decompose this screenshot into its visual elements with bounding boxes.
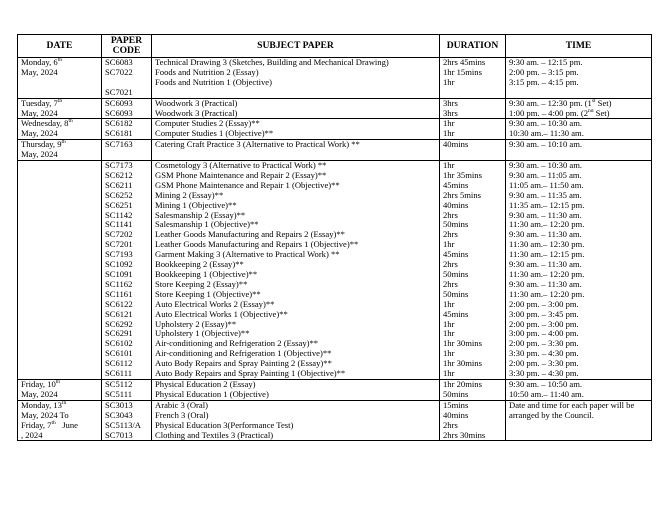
paper-code: SC5113/A — [105, 420, 141, 430]
subject-paper: Technical Drawing 3 (Sketches, Building and Mechanical Drawing) — [155, 58, 389, 67]
paper-code: SC1091 — [105, 270, 133, 280]
subject-paper: Mining 1 (Objective)** — [155, 200, 237, 210]
subject-cell — [152, 98, 440, 119]
paper-code: SC6122 — [105, 299, 133, 309]
date-cell — [18, 400, 102, 441]
subject-paper: Salesmanship 2 (Essay)** — [155, 210, 246, 220]
duration: 2hrs — [443, 260, 458, 270]
paper-code: SC6121 — [105, 309, 133, 319]
header-time: TIME — [506, 35, 652, 58]
duration: 2hrs 5mins — [443, 190, 481, 200]
exam-time: 9:30 am. – 10:50 am. — [509, 379, 583, 389]
duration: 2hrs — [443, 420, 458, 430]
paper-code: SC1092 — [105, 260, 133, 270]
date-ordinal: th — [57, 57, 62, 64]
table-row — [18, 379, 652, 400]
table-row — [18, 140, 652, 161]
duration: 1hr 35mins — [443, 170, 482, 180]
duration: 1hr — [443, 129, 455, 139]
paper-code: SC6181 — [105, 129, 133, 139]
paper-code: SC6112 — [105, 359, 133, 369]
exam-time: 2:00 pm. – 3:00 pm. — [509, 299, 579, 309]
paper-code: SC1162 — [105, 279, 133, 289]
duration-cell — [440, 400, 506, 441]
subject-paper: Bookkeeping 2 (Essay)** — [155, 260, 244, 270]
subject-paper: Woodwork 3 (Practical) — [155, 108, 238, 118]
duration: 1hr — [443, 329, 455, 339]
date-line — [18, 431, 101, 441]
time-cell — [506, 400, 652, 441]
paper-code: SC6211 — [105, 180, 133, 190]
date-line — [18, 150, 101, 160]
duration-cell — [440, 58, 506, 99]
duration: 45mins — [443, 309, 469, 319]
duration: 45mins — [443, 250, 469, 260]
duration: 1hr — [443, 240, 455, 250]
subject-paper: GSM Phone Maintenance and Repair 1 (Objective)** — [155, 180, 340, 190]
date-text: May, 2024 — [21, 388, 58, 399]
exam-time: 3:00 pm. – 3:45 pm. — [509, 309, 579, 319]
subject-paper: Computer Studies 1 (Objective)** — [155, 129, 274, 139]
paper-code: SC1142 — [105, 210, 133, 220]
subject-paper: Air-conditioning and Refrigeration 1 (Objective)** — [155, 349, 332, 359]
subject-paper: Bookkeeping 1 (Objective)** — [155, 270, 258, 280]
time-cell — [506, 161, 652, 380]
duration: 1hr — [443, 319, 455, 329]
subject-cell — [152, 140, 440, 161]
subject-paper: Physical Education 1 (Objective) — [155, 389, 269, 399]
subject-paper: Cosmetology 3 (Alternative to Practical Work) ** — [155, 161, 327, 171]
date-text: May, 2024 — [21, 149, 58, 160]
duration: 1hr — [443, 161, 455, 171]
subject-paper: Woodwork 3 (Practical) — [155, 98, 238, 108]
date-text: Monday, 13 — [21, 399, 62, 410]
duration-cell — [440, 140, 506, 161]
duration: 2hrs — [443, 279, 458, 289]
header-paper-code — [102, 35, 152, 58]
duration: 15mins — [443, 400, 469, 410]
date-cell — [18, 58, 102, 99]
paper-code-cell — [102, 98, 152, 119]
exam-time: 2:00 pm. – 3:15 pm. — [509, 67, 579, 77]
date-ordinal: th — [61, 139, 66, 146]
duration: 40mins — [443, 200, 469, 210]
paper-code: SC7173 — [105, 161, 133, 171]
subject-cell — [152, 119, 440, 140]
paper-code: SC7021 — [105, 87, 133, 97]
exam-time: 11:30 am.– 12:30 pm. — [509, 240, 585, 250]
subject-paper: Leather Goods Manufacturing and Repairs 1 (Objective)** — [155, 240, 359, 250]
paper-code: SC5111 — [105, 389, 133, 399]
header-row — [18, 35, 652, 58]
date-line — [18, 109, 101, 119]
duration: 50mins — [443, 389, 469, 399]
date-text: Monday, 6 — [21, 57, 58, 67]
paper-code: SC6083 — [105, 58, 133, 67]
exam-time: 10:50 am.– 11:40 am. — [509, 389, 584, 399]
paper-code: SC6212 — [105, 170, 133, 180]
date-text: May, 2024 To — [21, 409, 69, 420]
exam-time: 9:30 am. – 11:30 am. — [509, 230, 582, 240]
duration: 2hrs 45mins — [443, 58, 486, 67]
paper-code: SC1161 — [105, 289, 133, 299]
paper-code: SC6101 — [105, 349, 133, 359]
date-text: , 2024 — [21, 429, 43, 440]
paper-code: SC6111 — [105, 369, 133, 379]
ordinal-suffix: nd — [588, 108, 594, 114]
subject-paper: Salesmanship 1 (Objective)** — [155, 220, 259, 230]
date-cell — [18, 161, 102, 380]
subject-paper: Auto Electrical Works 1 (Objective)** — [155, 309, 288, 319]
subject-paper: Auto Body Repairs and Spray Painting 2 (Essay)** — [155, 359, 332, 369]
date-text: Thursday, 9 — [21, 139, 62, 150]
exam-time: 2:00 pm. – 3:00 pm. — [509, 319, 579, 329]
date-text: Friday, 7 — [21, 419, 52, 430]
header-date: DATE — [18, 35, 102, 58]
exam-time: 9:30 am. – 11:30 am. — [509, 260, 582, 270]
exam-time: 1:00 pm. – 4:00 pm. (2nd Set) — [509, 108, 610, 118]
exam-time: 3:30 pm. – 4:30 pm. — [509, 369, 579, 379]
subject-paper: Mining 2 (Essay)** — [155, 190, 224, 200]
date-ordinal: th — [57, 97, 63, 104]
paper-code: SC6292 — [105, 319, 133, 329]
time-cell — [506, 98, 652, 119]
subject-paper: Upholstery 2 (Essay)** — [155, 319, 237, 329]
duration: 1hr 30mins — [443, 339, 482, 349]
paper-code: SC6182 — [105, 119, 133, 129]
exam-time: 10:30 am.– 11:30 am. — [509, 129, 584, 139]
exam-time: 9:30 am. – 10:30 am. — [509, 119, 583, 129]
subject-cell — [152, 379, 440, 400]
duration: 40mins — [443, 410, 469, 420]
schedule-note: Date and time for each paper will be arranged by the Council. — [509, 400, 635, 420]
paper-code: SC6251 — [105, 200, 133, 210]
date-text: Wednesday, 8 — [21, 118, 69, 129]
subject-paper: Auto Electrical Works 2 (Essay)** — [155, 299, 275, 309]
subject-paper: Garment Making 3 (Alternative to Practical Work) ** — [155, 250, 340, 260]
duration-cell — [440, 161, 506, 380]
duration: 1hr 15mins — [443, 67, 482, 77]
exam-time: 3:30 pm. – 4:30 pm. — [509, 349, 579, 359]
paper-code: SC1141 — [105, 220, 133, 230]
date-text-tail: June — [55, 419, 78, 430]
exam-time: 9:30 am. – 10:30 am. — [509, 161, 583, 171]
subject-paper: French 3 (Oral) — [155, 410, 209, 420]
date-cell — [18, 379, 102, 400]
paper-code-cell — [102, 161, 152, 380]
paper-code: SC6093 — [105, 108, 133, 118]
date-ordinal: th — [51, 419, 56, 426]
exam-time: 11:35 am.– 12:15 pm. — [509, 200, 585, 210]
date-text: Friday, 10 — [21, 378, 56, 389]
duration: 2hrs — [443, 230, 458, 240]
header-paper-code-line1: PAPER — [110, 35, 143, 46]
exam-time: 11:30 am.– 12:15 pm. — [509, 250, 585, 260]
duration: 45mins — [443, 180, 469, 190]
duration-cell — [440, 379, 506, 400]
duration: 40mins — [443, 140, 469, 150]
header-paper-code-line2: CODE — [112, 45, 141, 56]
subject-paper: Clothing and Textiles 3 (Practical) — [155, 430, 274, 440]
subject-cell — [152, 161, 440, 380]
date-cell — [18, 140, 102, 161]
paper-code: SC7193 — [105, 250, 133, 260]
subject-paper: Physical Education 2 (Essay) — [155, 379, 256, 389]
duration: 3hrs — [443, 98, 458, 108]
header-duration: DURATION — [440, 35, 506, 58]
paper-code: SC6093 — [105, 98, 133, 108]
duration: 2hrs 30mins — [443, 430, 486, 440]
time-cell — [506, 119, 652, 140]
paper-code: SC6291 — [105, 329, 133, 339]
duration-cell — [440, 98, 506, 119]
subject-paper: Store Keeping 2 (Essay)** — [155, 279, 248, 289]
date-line — [18, 68, 101, 78]
exam-time: 3:15 pm. – 4:15 pm. — [509, 77, 579, 87]
exam-timetable — [17, 34, 652, 441]
duration: 50mins — [443, 220, 469, 230]
paper-code: SC6102 — [105, 339, 133, 349]
subject-paper: Foods and Nutrition 1 (Objective) — [155, 77, 272, 87]
table-row — [18, 400, 652, 441]
exam-time: 9:30 am. – 11:30 am. — [509, 210, 582, 220]
subject-paper: Catering Craft Practice 3 (Alternative to Practical Work) ** — [155, 140, 360, 150]
exam-time: 11:05 am.– 11:50 am. — [509, 180, 584, 190]
subject-paper: Air-conditioning and Refrigeration 2 (Essay)** — [155, 339, 319, 349]
subject-paper: Leather Goods Manufacturing and Repairs 2 (Essay)** — [155, 230, 345, 240]
exam-timetable-page — [17, 34, 651, 441]
exam-time: 9:30 am. – 11:35 am. — [509, 190, 582, 200]
date-text: May, 2024 — [21, 107, 58, 118]
table-row — [18, 161, 652, 380]
paper-code: SC7022 — [105, 67, 133, 77]
subject-cell — [152, 400, 440, 441]
date-ordinal: th — [55, 379, 61, 386]
subject-paper: Auto Body Repairs and Spray Painting 1 (Objective)** — [155, 369, 346, 379]
subject-paper: GSM Phone Maintenance and Repair 2 (Essay)** — [155, 170, 327, 180]
subject-paper: Computer Studies 2 (Essay)** — [155, 119, 260, 129]
date-text: May, 2024 — [21, 66, 58, 77]
date-ordinal: th — [68, 118, 73, 125]
duration: 1hr 20mins — [443, 379, 482, 389]
exam-time: 9:30 am. – 10:10 am. — [509, 140, 583, 150]
paper-code: SC7201 — [105, 240, 133, 250]
time-cell — [506, 379, 652, 400]
exam-time: 11:30 am.– 12:20 pm. — [509, 220, 585, 230]
exam-time: 9:30 am. – 11:30 am. — [509, 279, 582, 289]
paper-code: SC7163 — [105, 140, 133, 150]
exam-time: 3:00 pm. – 4:00 pm. — [509, 329, 579, 339]
subject-paper: Arabic 3 (Oral) — [155, 400, 208, 410]
table-row — [18, 119, 652, 140]
date-cell — [18, 119, 102, 140]
duration: 1hr — [443, 349, 455, 359]
paper-code-cell — [102, 400, 152, 441]
duration: 50mins — [443, 270, 469, 280]
timetable-body — [18, 58, 652, 441]
paper-code: SC7202 — [105, 230, 133, 240]
paper-code: SC7013 — [105, 430, 133, 440]
paper-code-cell — [102, 119, 152, 140]
subject-paper: Upholstery 1 (Objective)** — [155, 329, 250, 339]
paper-code: SC3043 — [105, 410, 133, 420]
table-row — [18, 98, 652, 119]
subject-paper: Store Keeping 1 (Objective)** — [155, 289, 261, 299]
blank-line — [102, 78, 151, 88]
paper-code: SC6252 — [105, 190, 133, 200]
duration: 3hrs — [443, 108, 458, 118]
paper-code-cell — [102, 58, 152, 99]
ordinal-suffix: st — [591, 98, 596, 104]
duration: 1hr — [443, 299, 455, 309]
exam-time: 9:30 am. – 12:15 pm. — [509, 58, 583, 67]
paper-code-cell — [102, 379, 152, 400]
exam-time: 9:30 am. – 11:05 am. — [509, 170, 582, 180]
duration: 1hr — [443, 77, 455, 87]
subject-cell — [152, 58, 440, 99]
duration: 1hr — [443, 119, 455, 129]
date-text: May, 2024 — [21, 128, 58, 139]
date-line — [18, 390, 101, 400]
duration: 2hrs — [443, 210, 458, 220]
exam-time: 9:30 am. – 12:30 pm. (1st Set) — [509, 98, 612, 108]
exam-time: 11:30 am.– 12:20 pm. — [509, 289, 585, 299]
date-cell — [18, 98, 102, 119]
date-text: Tuesday, 7 — [21, 97, 58, 108]
table-row — [18, 58, 652, 99]
time-cell — [506, 58, 652, 99]
exam-time: 2:00 pm. – 3:30 pm. — [509, 359, 579, 369]
paper-code-cell — [102, 140, 152, 161]
duration-cell — [440, 119, 506, 140]
duration: 1hr — [443, 369, 455, 379]
exam-time: 2:00 pm. – 3:30 pm. — [509, 339, 579, 349]
duration: 50mins — [443, 289, 469, 299]
header-subject-paper: SUBJECT PAPER — [152, 35, 440, 58]
duration: 1hr 30mins — [443, 359, 482, 369]
subject-paper: Foods and Nutrition 2 (Essay) — [155, 67, 259, 77]
paper-code: SC3013 — [105, 400, 133, 410]
date-line — [18, 129, 101, 139]
date-ordinal: th — [61, 399, 67, 406]
exam-time: 11:30 am.– 12:20 pm. — [509, 270, 585, 280]
subject-paper: Physical Education 3(Performance Test) — [155, 420, 294, 430]
time-cell — [506, 140, 652, 161]
paper-code: SC5112 — [105, 379, 133, 389]
